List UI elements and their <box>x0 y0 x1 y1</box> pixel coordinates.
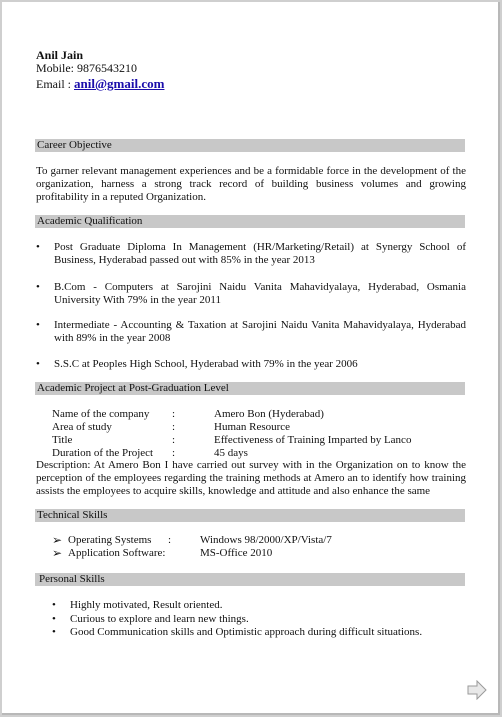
qualification-text: S.S.C at Peoples High School, Hyderabad with 79% in the year 2006 <box>54 358 358 370</box>
personal-skill-text: Good Communication skills and Optimistic approach during difficult situations. <box>70 626 423 638</box>
career-objective-text: To garner relevant management experiences and be a formidable force in the development of the organization, harness a strong track record of building business volumes and growing profitability in a reputed Organization. <box>36 165 466 203</box>
project-description: Description: At Amero Bon I have carried out survey with in the Organization on to know the perception of the employees regarding the training methods at Amero an to identify how training assists the employees to acquire skills, knowledge and attitude and also enhance the same <box>36 459 466 497</box>
section-header-career-objective: Career Objective <box>35 139 465 152</box>
bullet-icon: • <box>52 613 56 625</box>
skill-label: Application Software: <box>68 547 166 559</box>
section-header-personal-skills: Personal Skills <box>35 573 465 586</box>
qualification-text: Post Graduate Diploma In Management (HR/Marketing/Retail) at Synergy School of Business, Hyderabad passed out with 85% in the year 2013 <box>54 241 466 266</box>
mobile-line: Mobile: 9876543210 <box>36 61 137 75</box>
arrow-bullet-icon: ➢ <box>52 533 63 547</box>
project-sep: : <box>172 421 176 433</box>
section-header-technical-skills: Technical Skills <box>35 509 465 522</box>
arrow-bullet-icon: ➢ <box>52 546 63 560</box>
section-header-academic-qualification: Academic Qualification <box>35 215 465 228</box>
bullet-icon: • <box>52 599 56 611</box>
project-value: 45 days <box>214 447 248 459</box>
resume-page <box>2 2 500 715</box>
personal-skill-text: Curious to explore and learn new things. <box>70 613 249 625</box>
email-line <box>36 76 164 92</box>
qualification-text: Intermediate - Accounting & Taxation at Sarojini Naidu Vanita Mahavidyalaya, Hyderabad with 89% in the year 2008 <box>54 319 466 344</box>
project-sep: : <box>172 408 176 420</box>
qualification-text: B.Com - Computers at Sarojini Naidu Vanita Mahavidyalaya, Hyderabad, Osmania University With 79% in the year 2011 <box>54 281 466 306</box>
skill-value: Windows 98/2000/XP/Vista/7 <box>200 534 332 546</box>
project-value: Effectiveness of Training Imparted by Lanco <box>214 434 412 446</box>
skill-value: MS-Office 2010 <box>200 547 273 559</box>
project-value: Human Resource <box>214 421 291 433</box>
skill-sep: : <box>168 534 172 546</box>
project-sep: : <box>172 434 176 446</box>
bullet-icon: • <box>36 281 40 293</box>
project-value: Amero Bon (Hyderabad) <box>214 408 324 420</box>
next-arrow-icon <box>466 680 488 700</box>
skill-label: Operating Systems <box>68 534 152 546</box>
bullet-icon: • <box>52 626 56 638</box>
section-header-academic-project: Academic Project at Post-Graduation Level <box>35 382 465 395</box>
email-link[interactable]: anil@gmail.com <box>74 76 165 91</box>
bullet-icon: • <box>36 319 40 331</box>
personal-skill-text: Highly motivated, Result oriented. <box>70 599 223 611</box>
project-sep: : <box>172 447 176 459</box>
project-label: Name of the company <box>52 408 150 420</box>
next-page-button[interactable] <box>466 680 488 700</box>
project-label: Title <box>52 434 73 446</box>
email-label: Email : <box>36 77 71 91</box>
bullet-icon: • <box>36 241 40 253</box>
project-label: Duration of the Project <box>52 447 154 459</box>
project-label: Area of study <box>52 421 112 433</box>
candidate-name: Anil Jain <box>36 48 84 62</box>
bullet-icon: • <box>36 358 40 370</box>
